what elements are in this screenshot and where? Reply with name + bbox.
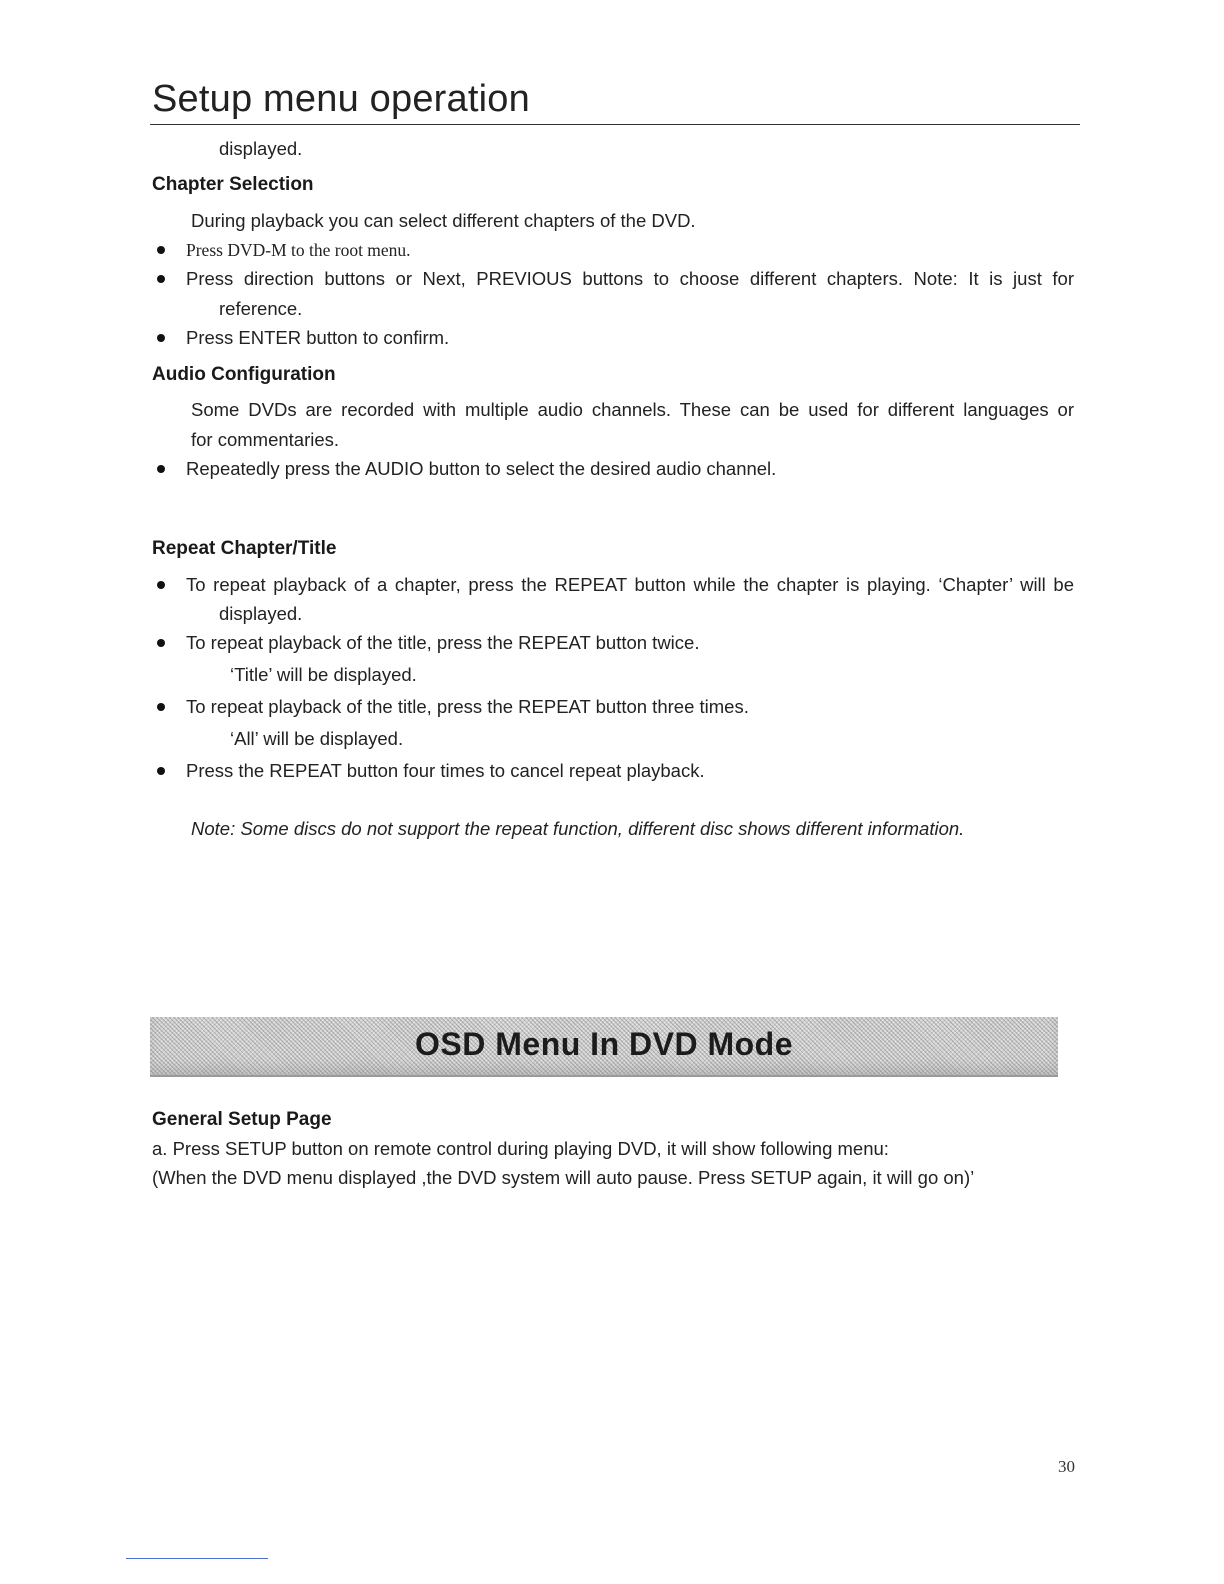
bullet-icon: [157, 639, 165, 647]
bullet-icon: [157, 465, 165, 473]
repeat-bullet-4: Press the REPEAT button four times to cancel repeat playback.: [186, 760, 705, 781]
bullet-icon: [157, 246, 165, 254]
repeat-bullet-1-line-1: To repeat playback of a chapter, press the REPEAT button while the chapter is playing. ‘Chapter’ will be: [186, 574, 1074, 595]
repeat-bullet-2-line-2: ‘Title’ will be displayed.: [230, 664, 417, 685]
repeat-bullet-2-line-1: To repeat playback of the title, press the REPEAT button twice.: [186, 632, 700, 653]
section-heading-repeat: Repeat Chapter/Title: [152, 538, 337, 559]
chapter-bullet-2-line-2: reference.: [219, 298, 303, 319]
osd-banner-title: OSD Menu In DVD Mode: [415, 1026, 793, 1062]
title-underline: [150, 124, 1080, 125]
section-heading-general-setup: General Setup Page: [152, 1109, 332, 1130]
chapter-bullet-2-line-1: Press direction buttons or Next, PREVIOUS buttons to choose different chapters. Note: It is just for: [186, 268, 1074, 289]
repeat-bullet-3-line-2: ‘All’ will be displayed.: [230, 728, 404, 749]
bullet-icon: [157, 767, 165, 775]
chapter-bullet-3: Press ENTER button to confirm.: [186, 327, 450, 348]
section-heading-audio-configuration: Audio Configuration: [152, 364, 336, 385]
page-number: 30: [1058, 1457, 1075, 1476]
bullet-icon: [157, 275, 165, 283]
continuation-text: displayed.: [219, 138, 303, 159]
general-setup-line-1: a. Press SETUP button on remote control during playing DVD, it will show following menu:: [152, 1138, 889, 1159]
repeat-bullet-1-line-2: displayed.: [219, 603, 303, 624]
bullet-icon: [157, 581, 165, 589]
osd-section-banner: [150, 1017, 1058, 1077]
footer-rule: [126, 1558, 268, 1559]
page-title: Setup menu operation: [152, 78, 530, 120]
repeat-note: Note: Some discs do not support the repeat function, different disc shows different information.: [191, 818, 965, 839]
chapter-selection-intro: During playback you can select different chapters of the DVD.: [191, 210, 696, 231]
chapter-bullet-1: Press DVD-M to the root menu.: [186, 240, 411, 260]
audio-bullet-1: Repeatedly press the AUDIO button to select the desired audio channel.: [186, 458, 777, 479]
audio-intro-line-1: Some DVDs are recorded with multiple audio channels. These can be used for different languages or: [191, 399, 1074, 420]
audio-intro-line-2: for commentaries.: [191, 429, 340, 450]
section-heading-chapter-selection: Chapter Selection: [152, 174, 314, 195]
bullet-icon: [157, 334, 165, 342]
repeat-bullet-3-line-1: To repeat playback of the title, press the REPEAT button three times.: [186, 696, 749, 717]
general-setup-line-2: (When the DVD menu displayed ,the DVD system will auto pause. Press SETUP again, it will go on)’: [152, 1167, 975, 1188]
bullet-icon: [157, 703, 165, 711]
